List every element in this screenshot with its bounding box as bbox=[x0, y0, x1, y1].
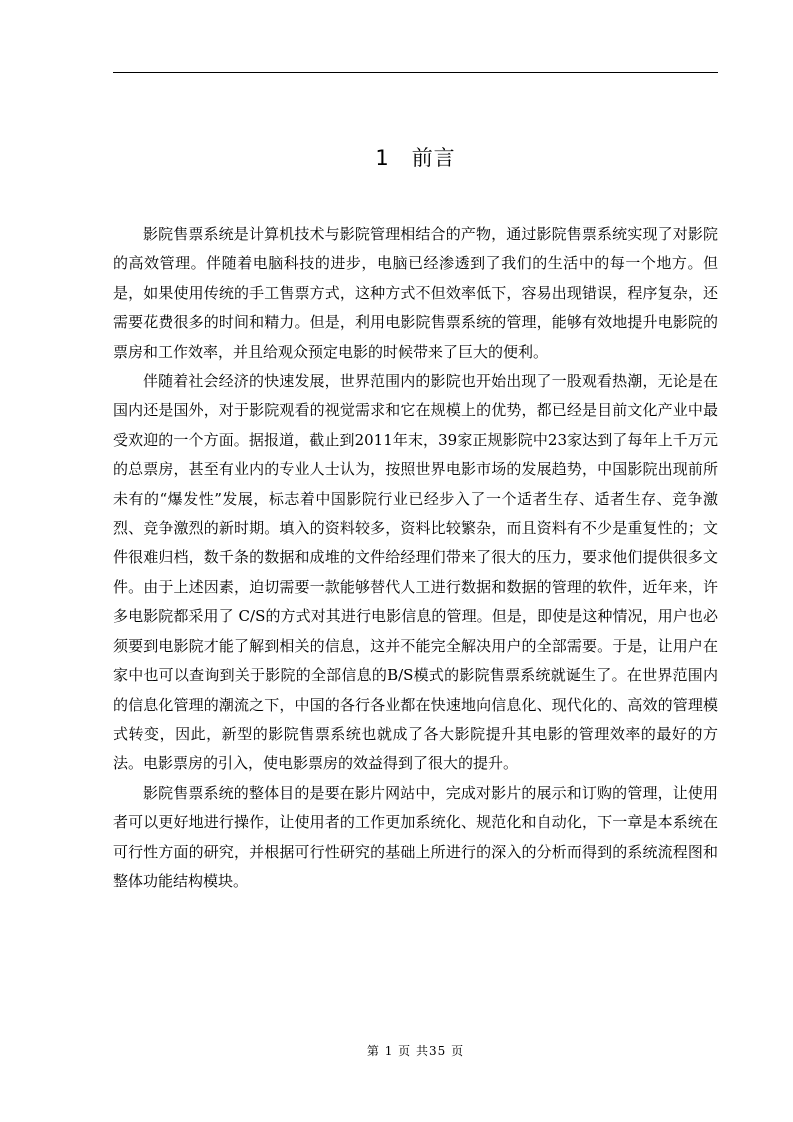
page-footer: 第 1 页 共35 页 bbox=[366, 1044, 465, 1058]
header-rule bbox=[113, 72, 718, 73]
chapter-number: 1 bbox=[375, 146, 390, 170]
paragraph-3: 影院售票系统的整体目的是要在影片网站中，完成对影片的展示和订购的管理，让使用者可以更好地进行操作，让使用者的工作更加系统化、规范化和自动化，下一章是本系统在可行性方面的研究，并根据可行性研究的基础上所进行的深入的分析而得到的系统流程图和整体功能结构模块。 bbox=[113, 783, 718, 890]
chapter-title bbox=[113, 143, 718, 173]
paragraph-1: 影院售票系统是计算机技术与影院管理相结合的产物，通过影院售票系统实现了对影院的高效管理。伴随着电脑科技的进步，电脑已经渗透到了我们的生活中的每一个地方。但是，如果使用传统的手工售票方式，这种方式不但效率低下，容易出现错误，程序复杂，还需要花费很多的时间和精力。但是，利用电影院售票系统的管理，能够有效地提升电影院的票房和工作效率，并且给观众预定电影的时候带来了巨大的便利。 bbox=[113, 225, 718, 361]
body-text bbox=[113, 220, 718, 896]
paragraph-2: 伴随着社会经济的快速发展，世界范围内的影院也开始出现了一股观看热潮，无论是在国内还是国外，对于影院观看的视觉需求和它在规模上的优势，都已经是目前文化产业中最受欢迎的一个方面。据报道，截止到2011年末，39家正规影院中23家达到了每年上千万元的总票房，甚至有业内的专业人士认为，按照世界电影市场的发展趋势，中国影院出现前所未有的“爆发性”发展，标志着中国影院行业已经步入了一个适者生存、适者生存、竞争激烈、竞争激烈的新时期。填入的资料较多，资料比较繁杂，而且资料有不少是重复性的；文件很难归档，数千条的数据和成堆的文件给经理们带来了很大的压力，要求他们提供很多文件。由于上述因素，迫切需要一款能够替代人工进行数据和数据的管理的软件，近年来，许多电影院都采用了 C/S的方式对其进行电影信息的管理。但是，即使是这种情况，用户也必须要到电影院才能了解到相关的信息，这并不能完全解决用户的全部需要。于是，让用户在家中也可以查询到关于影院的全部信息的B/S模式的影院售票系统就诞生了。在世界范围内的信息化管理的潮流之下，中国的各行各业都在快速地向信息化、现代化的、高效的管理模式转变，因此，新型的影院售票系统也就成了各大影院提升其电影的管理效率的最好的方法。电影票房的引入，使电影票房的效益得到了很大的提升。 bbox=[113, 372, 718, 773]
chapter-title-text: 前言 bbox=[411, 146, 456, 170]
